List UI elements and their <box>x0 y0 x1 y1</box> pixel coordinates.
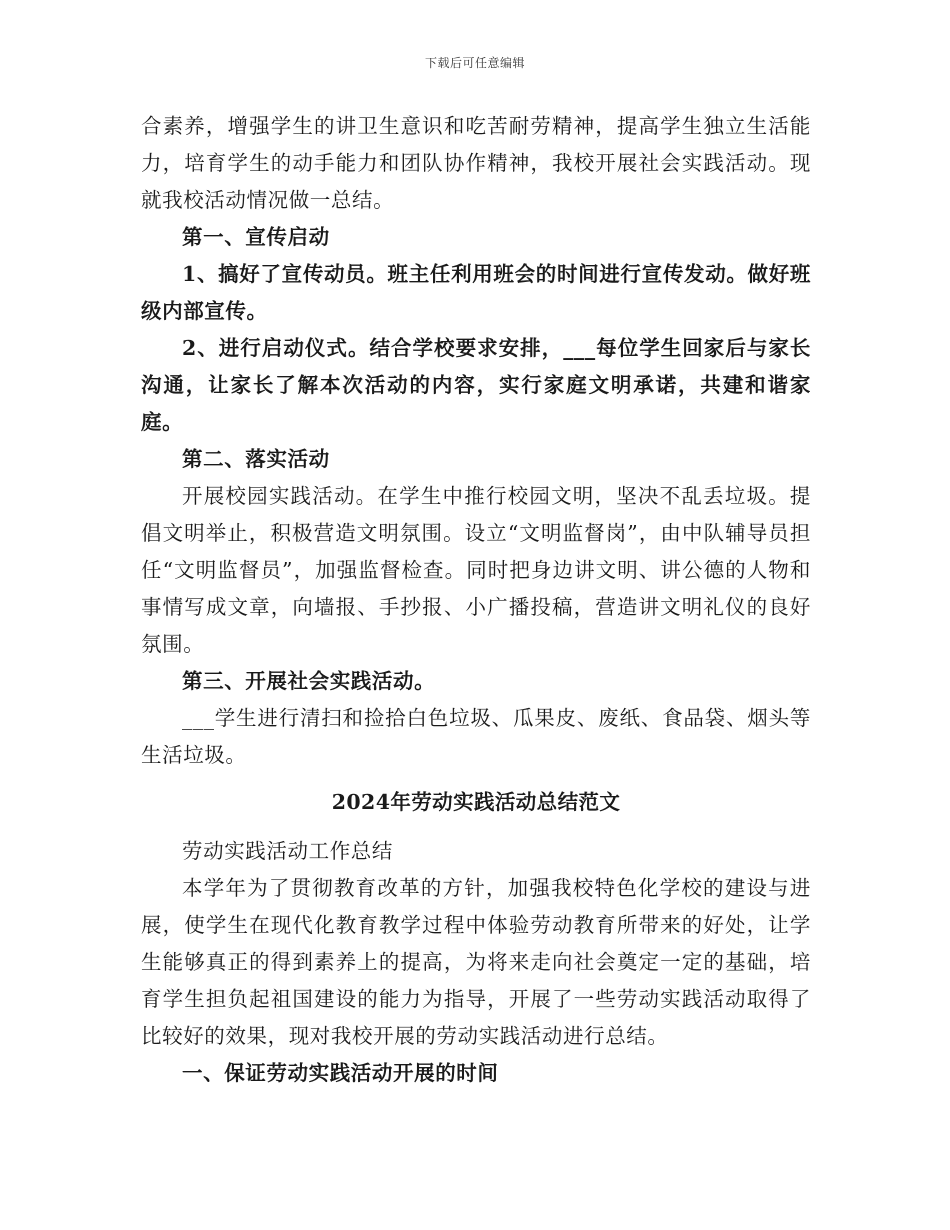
heading-ensure-time: 一、保证劳动实践活动开展的时间 <box>182 1061 499 1085</box>
paragraph-campus-practice: 开展校园实践活动。在学生中推行校园文明，坚决不乱丢垃圾。提倡文明举止，积极营造文明氛围。设立“文明监督岗”，由中队辅导员担任“文明监督员”，加强监督检查。同时把身边讲文明、讲公德的人物和事情写成文章，向墙报、手抄报、小广播投稿，营造讲文明礼仪的良好氛围。 <box>141 484 811 656</box>
item-launch-ceremony: 2、进行启动仪式。结合学校要求安排，___每位学生回家后与家长沟通，让家长了解本次活动的内容，实行家庭文明承诺，共建和谐家庭。 <box>141 336 811 434</box>
item-publicity-mobilization: 1、搞好了宣传动员。班主任利用班会的时间进行宣传发动。做好班级内部宣传。 <box>141 262 811 323</box>
heading-implement-activities: 第二、落实活动 <box>182 447 330 471</box>
heading-publicity-launch: 第一、宣传启动 <box>182 225 330 249</box>
document-body <box>141 108 811 1092</box>
article-subtitle: 劳动实践活动工作总结 <box>182 839 393 863</box>
paragraph-cleanup: ___学生进行清扫和捡拾白色垃圾、瓜果皮、废纸、食品袋、烟头等生活垃圾。 <box>141 706 811 767</box>
article-title: 2024年劳动实践活动总结范文 <box>331 790 621 814</box>
page-header: 下载后可任意编辑 <box>424 56 525 70</box>
intro-paragraph: 合素养，增强学生的讲卫生意识和吃苦耐劳精神，提高学生独立生活能力，培育学生的动手能力和团队协作精神，我校开展社会实践活动。现就我校活动情况做一总结。 <box>141 114 811 212</box>
article-intro-paragraph: 本学年为了贯彻教育改革的方针，加强我校特色化学校的建设与进展，使学生在现代化教育教学过程中体验劳动教育所带来的好处，让学生能够真正的得到素养上的提高，为将来走向社会奠定一定的基础，培育学生担负起祖国建设的能力为指导，开展了一些劳动实践活动取得了比较好的效果，现对我校开展的劳动实践活动进行总结。 <box>141 876 811 1048</box>
heading-social-practice: 第三、开展社会实践活动。 <box>182 669 436 693</box>
